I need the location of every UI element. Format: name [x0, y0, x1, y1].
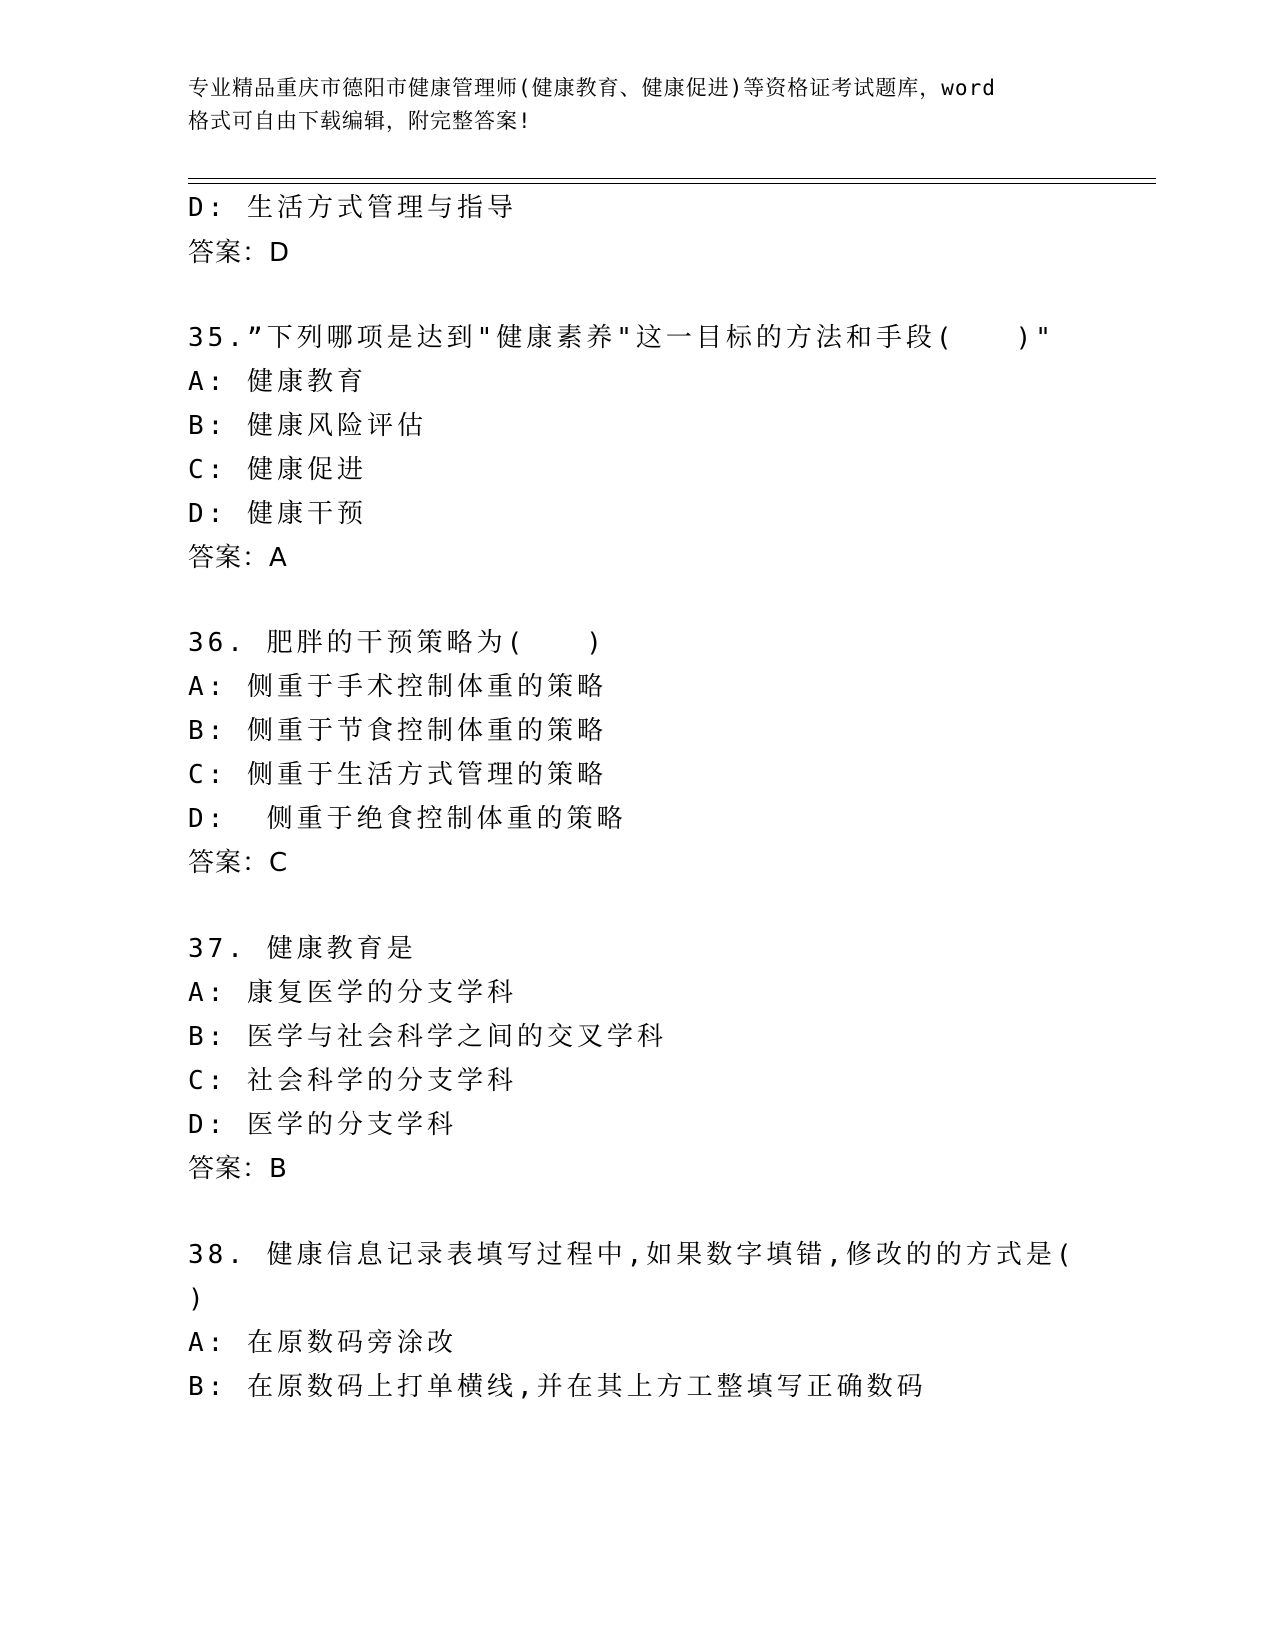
q35-option-a: A: 健康教育	[188, 367, 367, 397]
q35-stem: 35.”下列哪项是达到"健康素养"这一目标的方法和手段( )"	[188, 323, 1055, 353]
q38-option-a: A: 在原数码旁涂改	[188, 1328, 457, 1358]
q38-stem-line-1: 38. 健康信息记录表填写过程中,如果数字填错,修改的的方式是(	[188, 1240, 1076, 1270]
q36-option-b: B: 侧重于节食控制体重的策略	[188, 716, 607, 746]
q36-answer: 答案：C	[188, 848, 289, 878]
q38-stem-line-2: )	[188, 1284, 208, 1314]
header-line-1: 专业精品重庆市德阳市健康管理师(健康教育、健康促进)等资格证考试题库，word	[188, 76, 996, 100]
q35-option-b: B: 健康风险评估	[188, 411, 427, 441]
q36-option-d: D: 侧重于绝食控制体重的策略	[188, 804, 627, 834]
header-line-2: 格式可自由下载编辑，附完整答案!	[188, 109, 532, 133]
q37-answer: 答案：B	[188, 1154, 288, 1184]
prev-answer: 答案：D	[188, 238, 291, 268]
q36-stem: 36. 肥胖的干预策略为( )	[188, 628, 606, 658]
q37-option-c: C: 社会科学的分支学科	[188, 1066, 517, 1096]
prev-option-d: D: 生活方式管理与指导	[188, 193, 517, 223]
header-divider-top	[188, 178, 1156, 179]
document-header	[188, 72, 1088, 138]
q37-option-a: A: 康复医学的分支学科	[188, 978, 517, 1008]
q36-option-c: C: 侧重于生活方式管理的策略	[188, 760, 607, 790]
q38-option-b: B: 在原数码上打单横线,并在其上方工整填写正确数码	[188, 1372, 927, 1402]
q35-option-c: C: 健康促进	[188, 455, 367, 485]
header-divider-bottom	[188, 183, 1156, 184]
q37-option-d: D: 医学的分支学科	[188, 1110, 457, 1140]
q37-option-b: B: 医学与社会科学之间的交叉学科	[188, 1022, 667, 1052]
q36-option-a: A: 侧重于手术控制体重的策略	[188, 672, 607, 702]
q35-option-d: D: 健康干预	[188, 499, 367, 529]
q37-stem: 37. 健康教育是	[188, 934, 417, 964]
q35-answer: 答案：A	[188, 543, 288, 573]
